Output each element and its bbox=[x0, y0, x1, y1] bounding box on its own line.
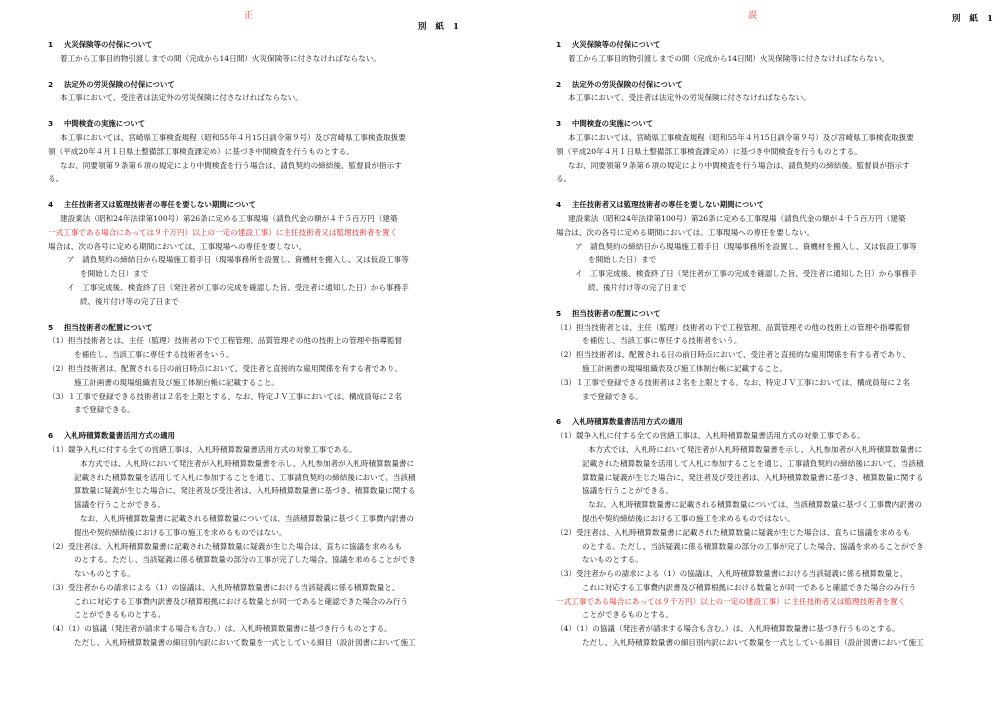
section bbox=[556, 307, 976, 404]
text-line: 本工事においては、宮崎県工事検査規程（昭和55年４月15日訓令第９号）及び宮崎県工事検査取扱要 bbox=[60, 132, 406, 142]
section bbox=[48, 429, 472, 650]
text-line: ただし、入札時積算数量書の細目別内訳において数量を一式としている細目（設計図書において施工 bbox=[74, 638, 416, 648]
section bbox=[556, 415, 976, 650]
text-line: 着工から工事目的物引渡しまでの間（完成から14日間）火災保険等に付さなければならない。 bbox=[568, 53, 890, 63]
text-line: を開始した日）まで bbox=[80, 269, 149, 279]
text-line: 建設業法（昭和24年法律第100号）第26条に定める工事現場（請負代金の額が４千５百万円（建築 bbox=[60, 213, 398, 223]
text-line: （3）受注者からの請求による（1）の協議は、入札時積算数量書における当該疑義に係る積算数量と、 bbox=[48, 582, 400, 592]
section-number: 5 bbox=[48, 322, 54, 332]
section bbox=[48, 198, 472, 308]
section bbox=[556, 38, 976, 66]
section-number: 2 bbox=[48, 79, 54, 89]
section-title: 法定外の労災保険の付保について bbox=[572, 79, 683, 89]
section-list bbox=[48, 38, 472, 650]
text-line: 協議を行うことができる。 bbox=[582, 486, 674, 496]
text-line: （1）競争入札に付する全ての営繕工事は、入札時積算数量書活用方式の対象工事である。 bbox=[48, 444, 357, 454]
section-number: 1 bbox=[48, 40, 54, 49]
text-line: イ 工事完成後、検査終了日（発注者が工事の完成を確認した旨、受注者に通知した日）から事務手 bbox=[67, 282, 409, 292]
section-number: 6 bbox=[556, 417, 562, 427]
text-line: （3）受注者からの請求による（1）の協議は、入札時積算数量書における当該疑義に係る積算数量と、 bbox=[556, 569, 908, 579]
text-line: なお、同要領第９条第６項の規定により中間検査を行う場合は、請負契約の締結後、監督員が指示す bbox=[60, 160, 402, 170]
text-line: 本工事において、受注者は法定外の労災保険に付さなければならない。 bbox=[568, 93, 811, 103]
section bbox=[48, 117, 472, 186]
text-line: 建設業法（昭和24年法律第100号）第26条に定める工事現場（請負代金の額が４千５百万円（建築 bbox=[568, 213, 906, 223]
page-header bbox=[556, 10, 996, 38]
text-line: 場合は、次の各号に定める期間においては、工事現場への専任を要しない。 bbox=[48, 241, 307, 251]
text-line: 算数量に疑義が生じた場合に、発注者及び受注者は、入札時積算数量書に基づき、積算数量に関する bbox=[582, 472, 924, 482]
section-title: 法定外の労災保険の付保について bbox=[64, 79, 175, 89]
incorrect-page-column bbox=[556, 10, 996, 662]
section-heading bbox=[48, 429, 472, 443]
text-line: 続、後片付け等の完了日まで bbox=[588, 282, 687, 292]
text-line: 領（平成20年４月１日県土整備部工事検査課定め）に基づき中間検査を行うものとする。 bbox=[48, 146, 354, 156]
section-title: 中間検査の実施について bbox=[64, 119, 146, 129]
section-heading bbox=[556, 117, 976, 131]
text-line: を開始した日）まで bbox=[588, 255, 657, 265]
text-line: のとする。ただし、当該疑義に係る積算数量の部分の工事が完了した場合、協議を求めることができ bbox=[582, 541, 924, 551]
section bbox=[48, 38, 472, 66]
attachment-label: 別 紙 1 bbox=[417, 22, 462, 32]
section-title: 入札時積算数量書活用方式の適用 bbox=[572, 417, 683, 427]
section-number: 1 bbox=[556, 40, 562, 49]
text-line: （4）（1）の協議（発注者が請求する場合も含む。）は、入札時積算数量書に基づき行うものとする。 bbox=[48, 624, 392, 634]
section bbox=[48, 78, 472, 106]
text-line: る。 bbox=[48, 174, 64, 184]
text-line: 記載された積算数量を活用して入札に参加することを通じ、工事請負契約の締結後において、当該積 bbox=[582, 458, 924, 468]
text-line: ア 請負契約の締結日から現場施工着手日（現場事務所を設置し、資機材を搬入し、又は仮設工事等 bbox=[67, 255, 409, 265]
text-line: これに対応する工事費内訳書及び積算根拠における数量とが同一であると確認できた場合のみ行う bbox=[74, 596, 409, 606]
text-line: 提出や契約締結後における工事の施工を求めるものではない。 bbox=[582, 513, 795, 523]
page-title-correct: 正 bbox=[244, 11, 256, 21]
section-heading bbox=[556, 38, 976, 52]
text-line: ないものとする。 bbox=[582, 555, 643, 565]
section-heading bbox=[48, 117, 472, 131]
text-line: 算数量に疑義が生じた場合に、発注者及び受注者は、入札時積算数量書に基づき、積算数量に関する bbox=[74, 486, 416, 496]
section-title: 入札時積算数量書活用方式の適用 bbox=[64, 431, 175, 441]
section-number: 3 bbox=[556, 119, 562, 129]
text-line: 本工事において、受注者は法定外の労災保険に付さなければならない。 bbox=[60, 93, 303, 103]
section-title: 火災保険等の付保について bbox=[572, 40, 661, 49]
section-number: 6 bbox=[48, 431, 54, 441]
text-line: なお、入札時積算数量書に記載される積算数量については、当該積算数量に基づく工事費内訳書の bbox=[80, 513, 414, 523]
section-title: 担当技術者の配置について bbox=[64, 322, 153, 332]
section-heading bbox=[48, 38, 472, 52]
text-line: イ 工事完成後、検査終了日（発注者が工事の完成を確認した旨、受注者に通知した日）から事務手 bbox=[575, 269, 917, 279]
text-line: まで登録できる。 bbox=[74, 405, 135, 415]
section-title: 中間検査の実施について bbox=[572, 119, 654, 129]
text-line: 着工から工事目的物引渡しまでの間（完成から14日間）火災保険等に付さなければならない。 bbox=[60, 53, 382, 63]
text-line: なお、入札時積算数量書に記載される積算数量については、当該積算数量に基づく工事費内訳書の bbox=[588, 500, 922, 510]
section-heading bbox=[48, 78, 472, 92]
text-line: ことができるものとする。 bbox=[74, 610, 166, 620]
section-heading bbox=[556, 78, 976, 92]
text-line: （3）１工事で登録できる技術者は２名を上限とする。なお、特定ＪＶ工事においては、構成員毎に２名 bbox=[48, 391, 403, 401]
text-line: のとする。ただし、当該疑義に係る積算数量の部分の工事が完了した場合、協議を求めることができ bbox=[74, 555, 416, 565]
text-line: これに対応する工事費内訳書及び積算根拠における数量とが同一であると確認できた場合のみ行う bbox=[582, 582, 917, 592]
text-line: ことができるものとする。 bbox=[582, 610, 674, 620]
text-line: 施工計画書の現場組織表及び施工体制台帳に記載すること。 bbox=[74, 377, 280, 387]
text-line: 本方式では、入札時において発注者が入札時積算数量書を示し、入札参加者が入札時積算数量書に bbox=[588, 444, 923, 454]
section-list bbox=[556, 38, 976, 650]
text-line: ないものとする。 bbox=[74, 569, 135, 579]
text-line: （2）担当技術者は、配置される日の前日時点において、受注者と直接的な雇用関係を有する者であり、 bbox=[556, 350, 910, 360]
section-title: 主任技術者又は監理技術者の専任を要しない期間について bbox=[572, 200, 765, 210]
correct-page-column bbox=[48, 10, 472, 662]
text-line: （2）受注者は、入札時積算数量書に記載された積算数量に疑義が生じた場合は、直ちに協議を求めるも bbox=[48, 541, 403, 551]
section bbox=[48, 321, 472, 418]
section-number: 5 bbox=[556, 308, 562, 318]
text-line: （1）担当技術者とは、主任（監理）技術者の下で工程管理、品質管理その他の技術上の管理や指導監督 bbox=[48, 336, 403, 346]
section bbox=[556, 198, 976, 295]
incorrect-page bbox=[500, 0, 1000, 707]
text-line: を補佐し、当該工事に専任する技術者をいう。 bbox=[582, 336, 742, 346]
text-line: を補佐し、当該工事に専任する技術者をいう。 bbox=[74, 350, 234, 360]
text-line: （2）受注者は、入札時積算数量書に記載された積算数量に疑義が生じた場合は、直ちに協議を求めるも bbox=[556, 527, 911, 537]
section-title: 火災保険等の付保について bbox=[64, 40, 153, 49]
text-line: 協議を行うことができる。 bbox=[74, 500, 166, 510]
text-line: 提出や契約締結後における工事の施工を求めるものではない。 bbox=[74, 527, 287, 537]
text-line: （1）担当技術者とは、主任（監理）技術者の下で工程管理、品質管理その他の技術上の管理や指導監督 bbox=[556, 322, 911, 332]
section-heading bbox=[48, 198, 472, 212]
text-line: 領（平成20年４月１日県土整備部工事検査課定め）に基づき中間検査を行うものとする。 bbox=[556, 146, 862, 156]
section-title: 担当技術者の配置について bbox=[572, 308, 661, 318]
highlighted-text-line: 一式工事である場合にあっては９千万円）以上の一定の建設工事）に主任技術者又は監理技術者を置く bbox=[48, 227, 398, 237]
section-number: 2 bbox=[556, 79, 562, 89]
text-line: 本工事においては、宮崎県工事検査規程（昭和55年４月15日訓令第９号）及び宮崎県工事検査取扱要 bbox=[568, 132, 914, 142]
text-line: （1）競争入札に付する全ての営繕工事は、入札時積算数量書活用方式の対象工事である。 bbox=[556, 431, 865, 441]
text-line: る。 bbox=[556, 174, 572, 184]
text-line: 場合は、次の各号に定める期間においては、工事現場への専任を要しない。 bbox=[556, 227, 815, 237]
section bbox=[556, 78, 976, 106]
text-line: なお、同要領第９条第６項の規定により中間検査を行う場合は、請負契約の締結後、監督員が指示す bbox=[568, 160, 910, 170]
text-line: 施工計画書の現場組織表及び施工体制台帳に記載すること。 bbox=[582, 363, 788, 373]
section-number: 3 bbox=[48, 119, 54, 129]
section-heading bbox=[556, 307, 976, 321]
highlighted-text-line: 一式工事である場合にあっては９千万円）以上の一定の建設工事）に主任技術者又は監理技術者を置く bbox=[556, 596, 906, 606]
section-title: 主任技術者又は監理技術者の専任を要しない期間について bbox=[64, 200, 257, 210]
section-number: 4 bbox=[556, 200, 562, 210]
page-title-incorrect: 誤 bbox=[748, 11, 760, 21]
page-header bbox=[48, 10, 472, 38]
text-line: ア 請負契約の締結日から現場施工着手日（現場事務所を設置し、資機材を搬入し、又は仮設工事等 bbox=[575, 241, 917, 251]
text-line: （4）（1）の協議（発注者が請求する場合も含む。）は、入札時積算数量書に基づき行うものとする。 bbox=[556, 624, 900, 634]
section-heading bbox=[556, 198, 976, 212]
section-number: 4 bbox=[48, 200, 54, 210]
attachment-label: 別 紙 1 bbox=[951, 14, 996, 24]
section-heading bbox=[556, 415, 976, 429]
section-heading bbox=[48, 321, 472, 335]
text-line: （3）１工事で登録できる技術者は２名を上限とする。なお、特定ＪＶ工事においては、構成員毎に２名 bbox=[556, 377, 911, 387]
text-line: 続、後片付け等の完了日まで bbox=[80, 296, 179, 306]
text-line: まで登録できる。 bbox=[582, 391, 643, 401]
text-line: （2）担当技術者は、配置される日の前日時点において、受注者と直接的な雇用関係を有する者であり、 bbox=[48, 363, 402, 373]
text-line: 記載された積算数量を活用して入札に参加することを通じ、工事請負契約の締結後において、当該積 bbox=[74, 472, 416, 482]
section bbox=[556, 117, 976, 186]
text-line: ただし、入札時積算数量書の細目別内訳において数量を一式としている細目（設計図書において施工 bbox=[582, 638, 924, 648]
text-line: 本方式では、入札時において発注者が入札時積算数量書を示し、入札参加者が入札時積算数量書に bbox=[80, 458, 415, 468]
